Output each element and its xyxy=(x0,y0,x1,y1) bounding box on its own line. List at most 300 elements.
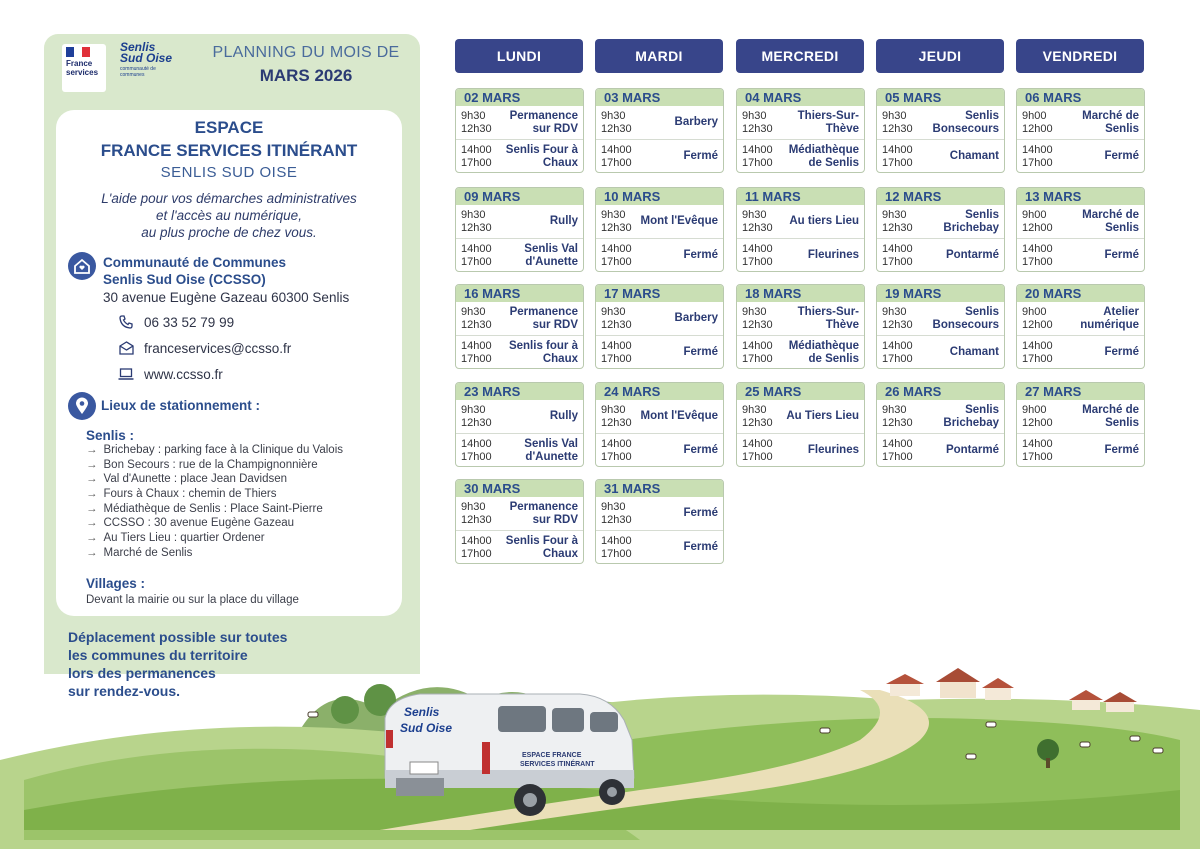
day-header: VENDREDI xyxy=(1016,39,1144,73)
parking-item: → Médiathèque de Senlis : Place Saint-Pierre xyxy=(86,502,343,517)
slot-end-time: 17h00 xyxy=(742,451,773,463)
slot-end-time: 17h00 xyxy=(601,157,632,169)
slot-location: Mont l'Evêque xyxy=(640,215,718,227)
travel-note xyxy=(68,628,287,700)
morning-slot xyxy=(456,497,583,530)
slot-end-time: 12h30 xyxy=(461,222,492,234)
slot-end-time: 17h00 xyxy=(882,157,913,169)
date-label: 30 MARS xyxy=(456,480,583,497)
info-card xyxy=(56,110,402,616)
slot-times xyxy=(882,404,913,430)
logos xyxy=(58,40,198,96)
planning-title xyxy=(204,44,408,86)
slot-times xyxy=(882,209,913,235)
slot-times xyxy=(742,243,773,269)
slot-end-time: 17h00 xyxy=(461,157,492,169)
ccsso-logo-line2: Sud Oise xyxy=(120,51,173,65)
slot-times xyxy=(461,306,492,332)
slot-location: Mont l'Evêque xyxy=(640,410,718,422)
contact-phone[interactable] xyxy=(118,314,234,330)
slot-location: Au Tiers Lieu xyxy=(786,410,859,422)
slot-location: Pontarmé xyxy=(945,249,999,261)
slot-location: Senlis Four à Chaux xyxy=(505,534,578,560)
slot-end-time: 12h30 xyxy=(601,319,632,331)
slot-start-time: 14h00 xyxy=(1022,243,1053,255)
tagline-line: L'aide pour vos démarches administratives xyxy=(101,191,357,206)
afternoon-slot xyxy=(596,530,723,563)
slot-location: Fermé xyxy=(1104,444,1139,456)
slot-end-time: 12h30 xyxy=(461,514,492,526)
morning-slot xyxy=(456,106,583,139)
slot-location: Senlis Val d'Aunette xyxy=(524,437,578,463)
slot-end-time: 17h00 xyxy=(1022,451,1053,463)
slot-location: Fermé xyxy=(683,541,718,553)
morning-slot xyxy=(1017,302,1144,335)
slot-start-time: 14h00 xyxy=(461,144,492,156)
phone-icon xyxy=(118,314,134,330)
slot-end-time: 17h00 xyxy=(601,256,632,268)
travel-note-line: lors des permanences xyxy=(68,665,216,681)
slot-times xyxy=(882,243,913,269)
slot-location: Permanence sur RDV xyxy=(509,109,578,135)
morning-slot xyxy=(877,205,1004,238)
slot-times xyxy=(461,144,492,170)
organization-name xyxy=(103,254,286,288)
slot-times xyxy=(601,144,632,170)
tagline xyxy=(56,190,402,241)
slot-start-time: 14h00 xyxy=(742,243,773,255)
calendar-day-cell xyxy=(455,187,584,272)
slot-start-time: 14h00 xyxy=(601,144,632,156)
afternoon-slot xyxy=(877,433,1004,466)
date-label: 24 MARS xyxy=(596,383,723,400)
calendar-day-cell xyxy=(595,88,724,173)
afternoon-slot xyxy=(737,335,864,368)
slot-times xyxy=(1022,209,1053,235)
slot-start-time: 14h00 xyxy=(1022,438,1053,450)
calendar-day-cell xyxy=(595,382,724,467)
slot-start-time: 9h30 xyxy=(742,404,767,416)
slot-location: Rully xyxy=(549,215,578,227)
french-flag-icon xyxy=(66,47,90,57)
slot-location: Permanence sur RDV xyxy=(509,305,578,331)
morning-slot xyxy=(596,400,723,433)
slot-start-time: 14h00 xyxy=(601,340,632,352)
morning-slot xyxy=(877,302,1004,335)
travel-note-line: les communes du territoire xyxy=(68,647,248,663)
slot-end-time: 12h00 xyxy=(1022,222,1053,234)
calendar-day-cell xyxy=(455,284,584,369)
slot-end-time: 12h30 xyxy=(882,319,913,331)
slot-start-time: 9h30 xyxy=(742,110,767,122)
van-logo-line1: Senlis xyxy=(404,705,440,719)
slot-times xyxy=(461,209,492,235)
slot-end-time: 12h30 xyxy=(742,319,773,331)
slot-end-time: 17h00 xyxy=(1022,353,1053,365)
slot-start-time: 9h30 xyxy=(461,209,486,221)
slot-start-time: 14h00 xyxy=(461,340,492,352)
date-label: 04 MARS xyxy=(737,89,864,106)
morning-slot xyxy=(1017,205,1144,238)
slot-end-time: 12h30 xyxy=(742,222,773,234)
slot-location: Senlis Bonsecours xyxy=(932,109,999,135)
slot-start-time: 14h00 xyxy=(601,243,632,255)
date-label: 26 MARS xyxy=(877,383,1004,400)
morning-slot xyxy=(1017,106,1144,139)
slot-location: Fermé xyxy=(683,507,718,519)
parking-heading: Lieux de stationnement : xyxy=(101,398,261,413)
afternoon-slot xyxy=(456,433,583,466)
slot-location: Fermé xyxy=(1104,249,1139,261)
slot-end-time: 12h00 xyxy=(1022,417,1053,429)
website-url: www.ccsso.fr xyxy=(144,366,223,382)
afternoon-slot xyxy=(877,139,1004,172)
senlis-heading: Senlis : xyxy=(86,428,135,443)
date-label: 12 MARS xyxy=(877,188,1004,205)
slot-times xyxy=(1022,110,1053,136)
calendar-day-cell xyxy=(455,382,584,467)
day-header: JEUDI xyxy=(876,39,1004,73)
slot-location: Marché de Senlis xyxy=(1082,109,1139,135)
calendar-day-cell xyxy=(595,284,724,369)
slot-end-time: 17h00 xyxy=(461,353,492,365)
slot-times xyxy=(1022,340,1053,366)
slot-end-time: 17h00 xyxy=(882,353,913,365)
villages-heading: Villages : xyxy=(86,576,146,591)
afternoon-slot xyxy=(456,530,583,563)
morning-slot xyxy=(737,205,864,238)
parking-item: → Fours à Chaux : chemin de Thiers xyxy=(86,487,343,502)
slot-times xyxy=(601,340,632,366)
slot-start-time: 9h00 xyxy=(1022,306,1047,318)
travel-note-line: Déplacement possible sur toutes xyxy=(68,629,288,645)
slot-end-time: 12h00 xyxy=(1022,123,1053,135)
slot-start-time: 14h00 xyxy=(882,340,913,352)
slot-start-time: 14h00 xyxy=(601,438,632,450)
slot-location: Permanence sur RDV xyxy=(509,500,578,526)
calendar-day-cell xyxy=(1016,88,1145,173)
slot-start-time: 14h00 xyxy=(601,535,632,547)
slot-times xyxy=(461,535,492,561)
slot-end-time: 17h00 xyxy=(461,451,492,463)
date-label: 23 MARS xyxy=(456,383,583,400)
morning-slot xyxy=(596,205,723,238)
slot-start-time: 14h00 xyxy=(742,340,773,352)
slot-end-time: 17h00 xyxy=(461,256,492,268)
calendar-day-cell xyxy=(736,284,865,369)
slot-start-time: 14h00 xyxy=(1022,340,1053,352)
contact-website[interactable] xyxy=(118,366,223,382)
slot-location: Chamant xyxy=(949,150,999,162)
slot-times xyxy=(1022,404,1053,430)
date-label: 13 MARS xyxy=(1017,188,1144,205)
date-label: 20 MARS xyxy=(1017,285,1144,302)
slot-start-time: 9h30 xyxy=(461,110,486,122)
organization-address: 30 avenue Eugène Gazeau 60300 Senlis xyxy=(103,290,350,305)
slot-end-time: 17h00 xyxy=(601,353,632,365)
date-label: 11 MARS xyxy=(737,188,864,205)
slot-times xyxy=(601,535,632,561)
day-header: MERCREDI xyxy=(736,39,864,73)
afternoon-slot xyxy=(596,433,723,466)
ccsso-logo-line1: Senlis xyxy=(120,40,156,54)
slot-times xyxy=(601,306,632,332)
slot-end-time: 12h30 xyxy=(601,222,632,234)
planning-label: PLANNING DU MOIS DE xyxy=(212,44,400,61)
slot-location: Au tiers Lieu xyxy=(789,215,859,227)
slot-location: Chamant xyxy=(949,346,999,358)
slot-location: Marché de Senlis xyxy=(1082,208,1139,234)
slot-end-time: 12h30 xyxy=(461,319,492,331)
van-side-text-line1: ESPACE FRANCE xyxy=(522,752,582,759)
email-icon xyxy=(118,340,134,356)
slot-start-time: 14h00 xyxy=(742,438,773,450)
slot-times xyxy=(461,404,492,430)
slot-end-time: 12h30 xyxy=(461,123,492,135)
france-services-logo xyxy=(62,44,106,92)
date-label: 10 MARS xyxy=(596,188,723,205)
slot-end-time: 17h00 xyxy=(1022,256,1053,268)
slot-location: Senlis Bonsecours xyxy=(932,305,999,331)
travel-note-line: sur rendez-vous. xyxy=(68,683,181,699)
slot-start-time: 14h00 xyxy=(461,535,492,547)
slot-end-time: 12h30 xyxy=(742,417,773,429)
slot-end-time: 12h30 xyxy=(461,417,492,429)
date-label: 18 MARS xyxy=(737,285,864,302)
slot-times xyxy=(601,110,632,136)
slot-end-time: 17h00 xyxy=(742,157,773,169)
slot-end-time: 17h00 xyxy=(461,548,492,560)
slot-location: Fermé xyxy=(683,249,718,261)
afternoon-slot xyxy=(1017,139,1144,172)
calendar-day-cell xyxy=(876,382,1005,467)
morning-slot xyxy=(1017,400,1144,433)
slot-start-time: 9h30 xyxy=(882,110,907,122)
morning-slot xyxy=(456,400,583,433)
date-label: 09 MARS xyxy=(456,188,583,205)
slot-start-time: 9h30 xyxy=(742,306,767,318)
slot-start-time: 9h30 xyxy=(601,404,626,416)
morning-slot xyxy=(877,106,1004,139)
slot-times xyxy=(601,243,632,269)
slot-end-time: 12h00 xyxy=(1022,319,1053,331)
ccsso-logo xyxy=(120,42,178,96)
morning-slot xyxy=(877,400,1004,433)
morning-slot xyxy=(737,302,864,335)
morning-slot xyxy=(456,205,583,238)
afternoon-slot xyxy=(737,433,864,466)
slot-start-time: 14h00 xyxy=(742,144,773,156)
morning-slot xyxy=(596,302,723,335)
slot-location: Fermé xyxy=(1104,150,1139,162)
afternoon-slot xyxy=(737,139,864,172)
slot-start-time: 9h30 xyxy=(601,209,626,221)
slot-start-time: 9h30 xyxy=(882,306,907,318)
slot-times xyxy=(742,404,773,430)
parking-item: → Bon Secours : rue de la Champignonnière xyxy=(86,458,343,473)
month-label: MARS 2026 xyxy=(259,66,353,85)
date-label: 05 MARS xyxy=(877,89,1004,106)
afternoon-slot xyxy=(596,139,723,172)
slot-location: Marché de Senlis xyxy=(1082,403,1139,429)
day-header: MARDI xyxy=(595,39,723,73)
slot-times xyxy=(882,306,913,332)
van-side-text-line2: SERVICES ITINÉRANT xyxy=(520,761,595,768)
slot-start-time: 14h00 xyxy=(461,438,492,450)
slot-start-time: 9h30 xyxy=(882,209,907,221)
calendar-day-cell xyxy=(1016,187,1145,272)
slot-location: Barbery xyxy=(674,116,718,128)
slot-location: Pontarmé xyxy=(945,444,999,456)
calendar-day-cell xyxy=(1016,284,1145,369)
slot-times xyxy=(1022,243,1053,269)
slot-location: Médiathèque de Senlis xyxy=(788,339,859,365)
parking-list xyxy=(86,443,343,561)
tagline-line: et l'accès au numérique, xyxy=(156,208,302,223)
day-header: LUNDI xyxy=(455,39,583,73)
date-label: 31 MARS xyxy=(596,480,723,497)
slot-end-time: 12h30 xyxy=(601,417,632,429)
slot-times xyxy=(742,340,773,366)
slot-end-time: 12h30 xyxy=(601,123,632,135)
organization-name-line2: Senlis Sud Oise (CCSSO) xyxy=(103,272,266,287)
date-label: 06 MARS xyxy=(1017,89,1144,106)
laptop-icon xyxy=(118,366,134,382)
slot-times xyxy=(742,144,773,170)
slot-times xyxy=(1022,306,1053,332)
date-label: 27 MARS xyxy=(1017,383,1144,400)
service-title-line2: FRANCE SERVICES ITINÉRANT xyxy=(100,141,358,160)
slot-location: Fermé xyxy=(683,444,718,456)
service-title-line1: ESPACE xyxy=(194,118,264,137)
morning-slot xyxy=(456,302,583,335)
left-panel xyxy=(44,34,420,674)
slot-end-time: 12h30 xyxy=(882,123,913,135)
contact-email[interactable] xyxy=(118,340,291,356)
calendar-day-cell xyxy=(876,187,1005,272)
calendar-day-cell xyxy=(876,284,1005,369)
afternoon-slot xyxy=(596,335,723,368)
calendar-day-cell xyxy=(595,479,724,564)
slot-location: Fermé xyxy=(683,150,718,162)
slot-end-time: 17h00 xyxy=(742,256,773,268)
slot-start-time: 14h00 xyxy=(882,438,913,450)
slot-end-time: 12h30 xyxy=(601,514,632,526)
slot-times xyxy=(882,340,913,366)
afternoon-slot xyxy=(1017,433,1144,466)
slot-times xyxy=(601,438,632,464)
slot-times xyxy=(461,243,492,269)
slot-location: Rully xyxy=(549,410,578,422)
slot-start-time: 9h30 xyxy=(461,306,486,318)
slot-start-time: 14h00 xyxy=(1022,144,1053,156)
date-label: 19 MARS xyxy=(877,285,1004,302)
slot-times xyxy=(1022,144,1053,170)
date-label: 17 MARS xyxy=(596,285,723,302)
date-label: 16 MARS xyxy=(456,285,583,302)
afternoon-slot xyxy=(737,238,864,271)
calendar-day-cell xyxy=(876,88,1005,173)
afternoon-slot xyxy=(456,238,583,271)
afternoon-slot xyxy=(596,238,723,271)
slot-location: Senlis Four à Chaux xyxy=(505,143,578,169)
slot-times xyxy=(882,144,913,170)
slot-location: Fleurines xyxy=(807,249,859,261)
afternoon-slot xyxy=(1017,335,1144,368)
calendar-day-cell xyxy=(736,88,865,173)
slot-times xyxy=(461,110,492,136)
slot-location: Médiathèque de Senlis xyxy=(788,143,859,169)
calendar-day-cell xyxy=(455,479,584,564)
date-label: 03 MARS xyxy=(596,89,723,106)
afternoon-slot xyxy=(877,238,1004,271)
home-icon xyxy=(68,252,96,280)
slot-end-time: 17h00 xyxy=(882,451,913,463)
slot-start-time: 9h30 xyxy=(461,501,486,513)
slot-start-time: 9h00 xyxy=(1022,110,1047,122)
slot-start-time: 9h30 xyxy=(601,501,626,513)
calendar-day-cell xyxy=(736,382,865,467)
parking-item: → Val d'Aunette : place Jean Davidsen xyxy=(86,472,343,487)
slot-start-time: 14h00 xyxy=(461,243,492,255)
slot-times xyxy=(742,306,773,332)
email-address: franceservices@ccsso.fr xyxy=(144,340,292,356)
slot-start-time: 14h00 xyxy=(882,243,913,255)
slot-times xyxy=(1022,438,1053,464)
slot-location: Barbery xyxy=(674,312,718,324)
afternoon-slot xyxy=(456,139,583,172)
parking-item: → Au Tiers Lieu : quartier Ordener xyxy=(86,531,343,546)
slot-times xyxy=(461,501,492,527)
slot-start-time: 9h00 xyxy=(1022,209,1047,221)
slot-end-time: 12h30 xyxy=(742,123,773,135)
calendar-day-cell xyxy=(595,187,724,272)
slot-location: Thiers-Sur-Thève xyxy=(797,305,859,331)
calendar-day-cell xyxy=(736,187,865,272)
afternoon-slot xyxy=(1017,238,1144,271)
organization-name-line1: Communauté de Communes xyxy=(103,255,287,270)
slot-times xyxy=(601,501,632,527)
calendar-day-cell xyxy=(455,88,584,173)
tagline-line: au plus proche de chez vous. xyxy=(141,225,317,240)
slot-end-time: 17h00 xyxy=(601,548,632,560)
france-services-logo-text: France services xyxy=(66,59,99,77)
slot-start-time: 9h30 xyxy=(601,306,626,318)
slot-start-time: 14h00 xyxy=(882,144,913,156)
slot-location: Senlis Brichebay xyxy=(943,208,999,234)
morning-slot xyxy=(596,497,723,530)
morning-slot xyxy=(596,106,723,139)
slot-location: Atelier numérique xyxy=(1080,305,1139,331)
slot-location: Senlis four à Chaux xyxy=(508,339,578,365)
slot-times xyxy=(601,404,632,430)
afternoon-slot xyxy=(456,335,583,368)
parking-item: → CCSSO : 30 avenue Eugène Gazeau xyxy=(86,516,343,531)
slot-times xyxy=(742,209,773,235)
date-label: 25 MARS xyxy=(737,383,864,400)
parking-item: → Brichebay : parking face à la Clinique du Valois xyxy=(86,443,343,458)
phone-number: 06 33 52 79 99 xyxy=(144,314,235,330)
map-pin-icon xyxy=(68,392,96,420)
slot-start-time: 9h30 xyxy=(882,404,907,416)
slot-start-time: 9h30 xyxy=(461,404,486,416)
date-label: 02 MARS xyxy=(456,89,583,106)
slot-times xyxy=(882,438,913,464)
slot-times xyxy=(742,438,773,464)
slot-start-time: 9h00 xyxy=(1022,404,1047,416)
slot-location: Fleurines xyxy=(807,444,859,456)
morning-slot xyxy=(737,400,864,433)
